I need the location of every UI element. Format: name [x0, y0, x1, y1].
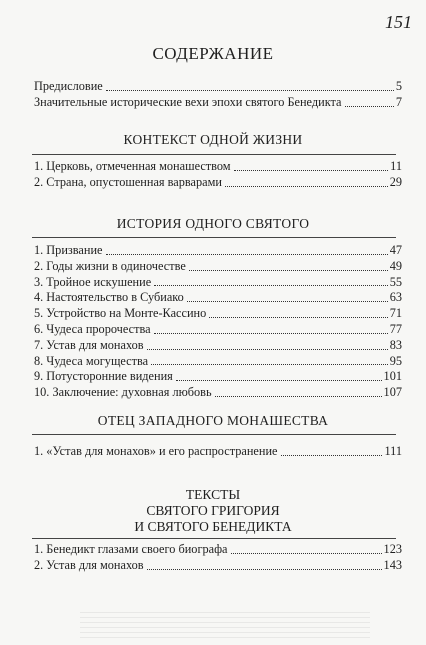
entry-label: 6. Чудеса пророчества — [34, 321, 151, 336]
entry-page: 107 — [383, 385, 402, 400]
toc-entry[interactable] — [34, 259, 402, 275]
toc-entry[interactable] — [34, 290, 402, 306]
entry-label: 2. Страна, опустошенная варварами — [34, 174, 222, 189]
dot-leader — [151, 364, 388, 365]
dot-leader — [187, 301, 388, 302]
dot-leader — [231, 553, 382, 554]
entry-page: 111 — [384, 444, 402, 458]
entry-label: 2. Годы жизни в одиночестве — [34, 258, 186, 273]
dot-leader — [345, 106, 394, 107]
entry-page: 55 — [389, 274, 402, 289]
section-heading-context: КОНТЕКСТ ОДНОЙ ЖИЗНИ — [123, 132, 303, 147]
dot-leader — [147, 349, 388, 350]
section-heading-texts — [0, 487, 426, 535]
toc-entry[interactable] — [34, 444, 402, 460]
toc-entry[interactable] — [34, 159, 402, 175]
divider — [32, 237, 396, 238]
entry-label: 2. Устав для монахов — [34, 557, 144, 572]
entry-label: 1. Бенедикт глазами своего биографа — [34, 542, 228, 556]
entry-label: 1. Церковь, отмеченная монашеством — [34, 159, 231, 173]
entry-page: 123 — [383, 542, 402, 556]
history-list — [34, 243, 402, 401]
intro-list — [34, 79, 402, 111]
entry-page: 63 — [389, 290, 402, 305]
entry-page: 77 — [389, 321, 402, 336]
toc-entry[interactable] — [34, 275, 402, 291]
entry-label: 9. Потусторонние видения — [34, 369, 173, 384]
entry-label: 3. Тройное искушение — [34, 274, 152, 289]
entry-label: Предисловие — [34, 79, 103, 93]
heading-line: СВЯТОГО ГРИГОРИЯ — [146, 503, 280, 518]
toc-entry-preface[interactable] — [34, 79, 402, 95]
entry-label: 10. Заключение: духовная любовь — [34, 385, 212, 400]
toc-entry[interactable] — [34, 175, 402, 191]
toc-entry-milestones[interactable] — [34, 95, 402, 111]
dot-leader — [225, 186, 388, 187]
dot-leader — [106, 254, 388, 255]
toc-entry[interactable] — [34, 385, 402, 401]
entry-page: 47 — [389, 243, 402, 257]
entry-page: 101 — [383, 369, 402, 384]
entry-label: 5. Устройство на Монте-Кассино — [34, 306, 207, 321]
entry-page: 5 — [395, 79, 402, 93]
entry-page: 143 — [383, 557, 402, 572]
divider — [32, 434, 396, 435]
toc-entry[interactable] — [34, 243, 402, 259]
entry-label: 8. Чудеса могущества — [34, 353, 149, 368]
dot-leader — [234, 170, 389, 171]
dot-leader — [147, 569, 382, 570]
dot-leader — [154, 333, 388, 334]
section-heading-father: ОТЕЦ ЗАПАДНОГО МОНАШЕСТВА — [97, 413, 329, 428]
entry-page: 11 — [390, 159, 402, 173]
toc-entry[interactable] — [34, 306, 402, 322]
dot-leader — [106, 90, 394, 91]
father-list — [34, 444, 402, 460]
page-title: СОДЕРЖАНИЕ — [152, 44, 274, 63]
dot-leader — [189, 270, 388, 271]
dot-leader — [215, 396, 382, 397]
dot-leader — [176, 380, 382, 381]
entry-page: 49 — [389, 258, 402, 273]
heading-line: И СВЯТОГО БЕНЕДИКТА — [134, 519, 292, 534]
dot-leader — [154, 285, 388, 286]
entry-label: 7. Устав для монахов — [34, 337, 144, 352]
page-number: 151 — [385, 12, 412, 32]
entry-page: 95 — [389, 353, 402, 368]
entry-label: 1. Призвание — [34, 243, 103, 257]
divider — [32, 154, 396, 155]
toc-entry[interactable] — [34, 322, 402, 338]
entry-page: 71 — [389, 306, 402, 321]
dot-leader — [209, 317, 387, 318]
entry-label: 4. Настоятельство в Субиако — [34, 290, 184, 305]
entry-label: Значительные исторические вехи эпохи святого Бенедикта — [34, 94, 342, 109]
toc-entry[interactable] — [34, 354, 402, 370]
bleed-through-text — [80, 612, 370, 638]
divider — [32, 538, 396, 539]
dot-leader — [281, 455, 383, 456]
context-list — [34, 159, 402, 191]
entry-label: 1. «Устав для монахов» и его распространение — [34, 444, 278, 458]
section-heading-history: ИСТОРИЯ ОДНОГО СВЯТОГО — [116, 216, 310, 231]
toc-entry[interactable] — [34, 338, 402, 354]
toc-entry[interactable] — [34, 558, 402, 574]
entry-page: 83 — [389, 337, 402, 352]
texts-list — [34, 542, 402, 574]
heading-line: ТЕКСТЫ — [185, 487, 241, 502]
entry-page: 7 — [395, 94, 402, 109]
toc-entry[interactable] — [34, 542, 402, 558]
toc-entry[interactable] — [34, 369, 402, 385]
entry-page: 29 — [389, 174, 402, 189]
